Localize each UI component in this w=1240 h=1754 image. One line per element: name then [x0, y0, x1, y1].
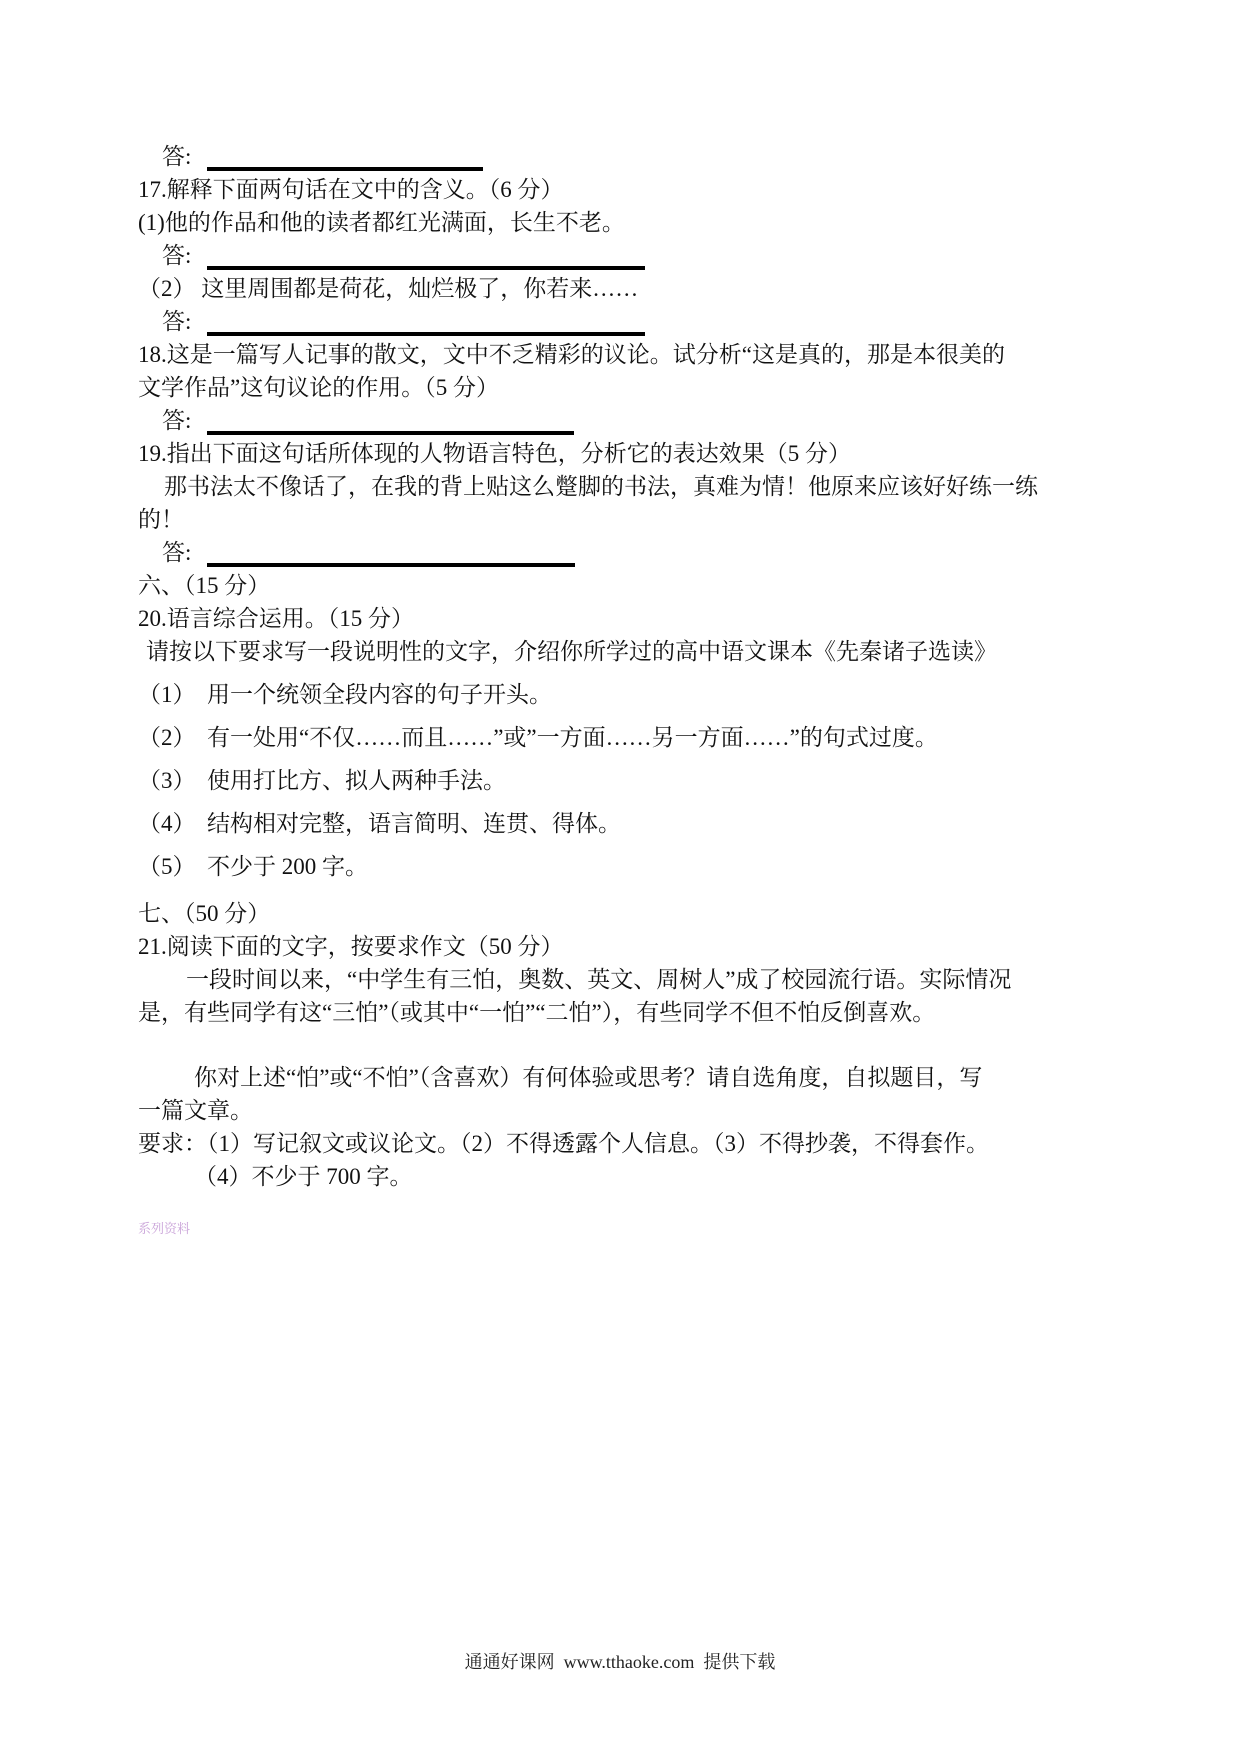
watermark-text: 系列资料: [138, 1221, 191, 1236]
answer-label: 答:: [162, 540, 192, 565]
text-line: 21.阅读下面的文字，按要求作文（50 分）: [138, 934, 564, 959]
text-line: 七、（50 分）: [138, 901, 271, 926]
answer-line: [138, 305, 1038, 338]
answer-blank-underline: [207, 141, 483, 171]
answer-blank-underline: [207, 537, 575, 567]
answer-line: [138, 404, 1038, 437]
document-body: [138, 140, 1038, 1237]
text-line: 要求：（1）写记叙文或议论文。（2）不得透露个人信息。（3）不得抄袭，不得套作。: [138, 1131, 989, 1156]
text-line: 的！: [138, 507, 184, 532]
text-line: 六、（15 分）: [138, 573, 271, 598]
text-line: （2） 这里周围都是荷花，灿烂极了，你若来……: [138, 276, 639, 301]
text-line: （5） 不少于 200 字。: [138, 854, 368, 879]
text-line: 你对上述“怕”或“不怕”（含喜欢）有何体验或思考？请自选角度，自拟题目，写: [194, 1065, 983, 1090]
answer-line: [138, 536, 1038, 569]
answer-blank-underline: [207, 306, 645, 336]
text-line: （1） 用一个统领全段内容的句子开头。: [138, 682, 552, 707]
text-line: 17.解释下面两句话在文中的含义。（6 分）: [138, 177, 564, 202]
text-line: （2） 有一处用“不仅……而且……”或”一方面……另一方面……”的句式过度。: [138, 725, 938, 750]
text-line: （4） 结构相对完整，语言简明、连贯、得体。: [138, 811, 621, 836]
text-line: 一段时间以来，“中学生有三怕，奥数、英文、周树人”成了校园流行语。实际情况: [186, 967, 1012, 992]
blank-line: [138, 1029, 1038, 1061]
answer-line: [138, 140, 1038, 173]
answer-label: 答:: [162, 243, 192, 268]
footer-note: 通通好课网 www.tthaoke.com 提供下载: [464, 1652, 776, 1672]
text-line: 18.这是一篇写人记事的散文，文中不乏精彩的议论。试分析“这是真的，那是本很美的: [138, 342, 1005, 367]
text-line: 19.指出下面这句话所体现的人物语言特色，分析它的表达效果（5 分）: [138, 441, 851, 466]
text-line: 那书法太不像话了，在我的背上贴这么蹩脚的书法，真难为情！他原来应该好好练一练: [164, 474, 1038, 499]
text-line: 是，有些同学有这“三怕”（或其中“一怕”“二怕”），有些同学不但不怕反倒喜欢。: [138, 1000, 936, 1025]
answer-label: 答:: [162, 144, 192, 169]
answer-blank-underline: [207, 240, 645, 270]
text-line: （3） 使用打比方、拟人两种手法。: [138, 768, 506, 793]
answer-label: 答:: [162, 408, 192, 433]
answer-line: [138, 239, 1038, 272]
text-line: 20.语言综合运用。（15 分）: [138, 606, 414, 631]
text-line: 文学作品”这句议论的作用。（5 分）: [138, 375, 499, 400]
text-line: 请按以下要求写一段说明性的文字，介绍你所学过的高中语文课本《先秦诸子选读》: [146, 639, 997, 664]
text-line: （4）不少于 700 字。: [194, 1164, 413, 1189]
answer-label: 答:: [162, 309, 192, 334]
text-line: (1)他的作品和他的读者都红光满面，长生不老。: [138, 210, 625, 235]
text-line: 一篇文章。: [138, 1098, 253, 1123]
answer-blank-underline: [207, 405, 574, 435]
